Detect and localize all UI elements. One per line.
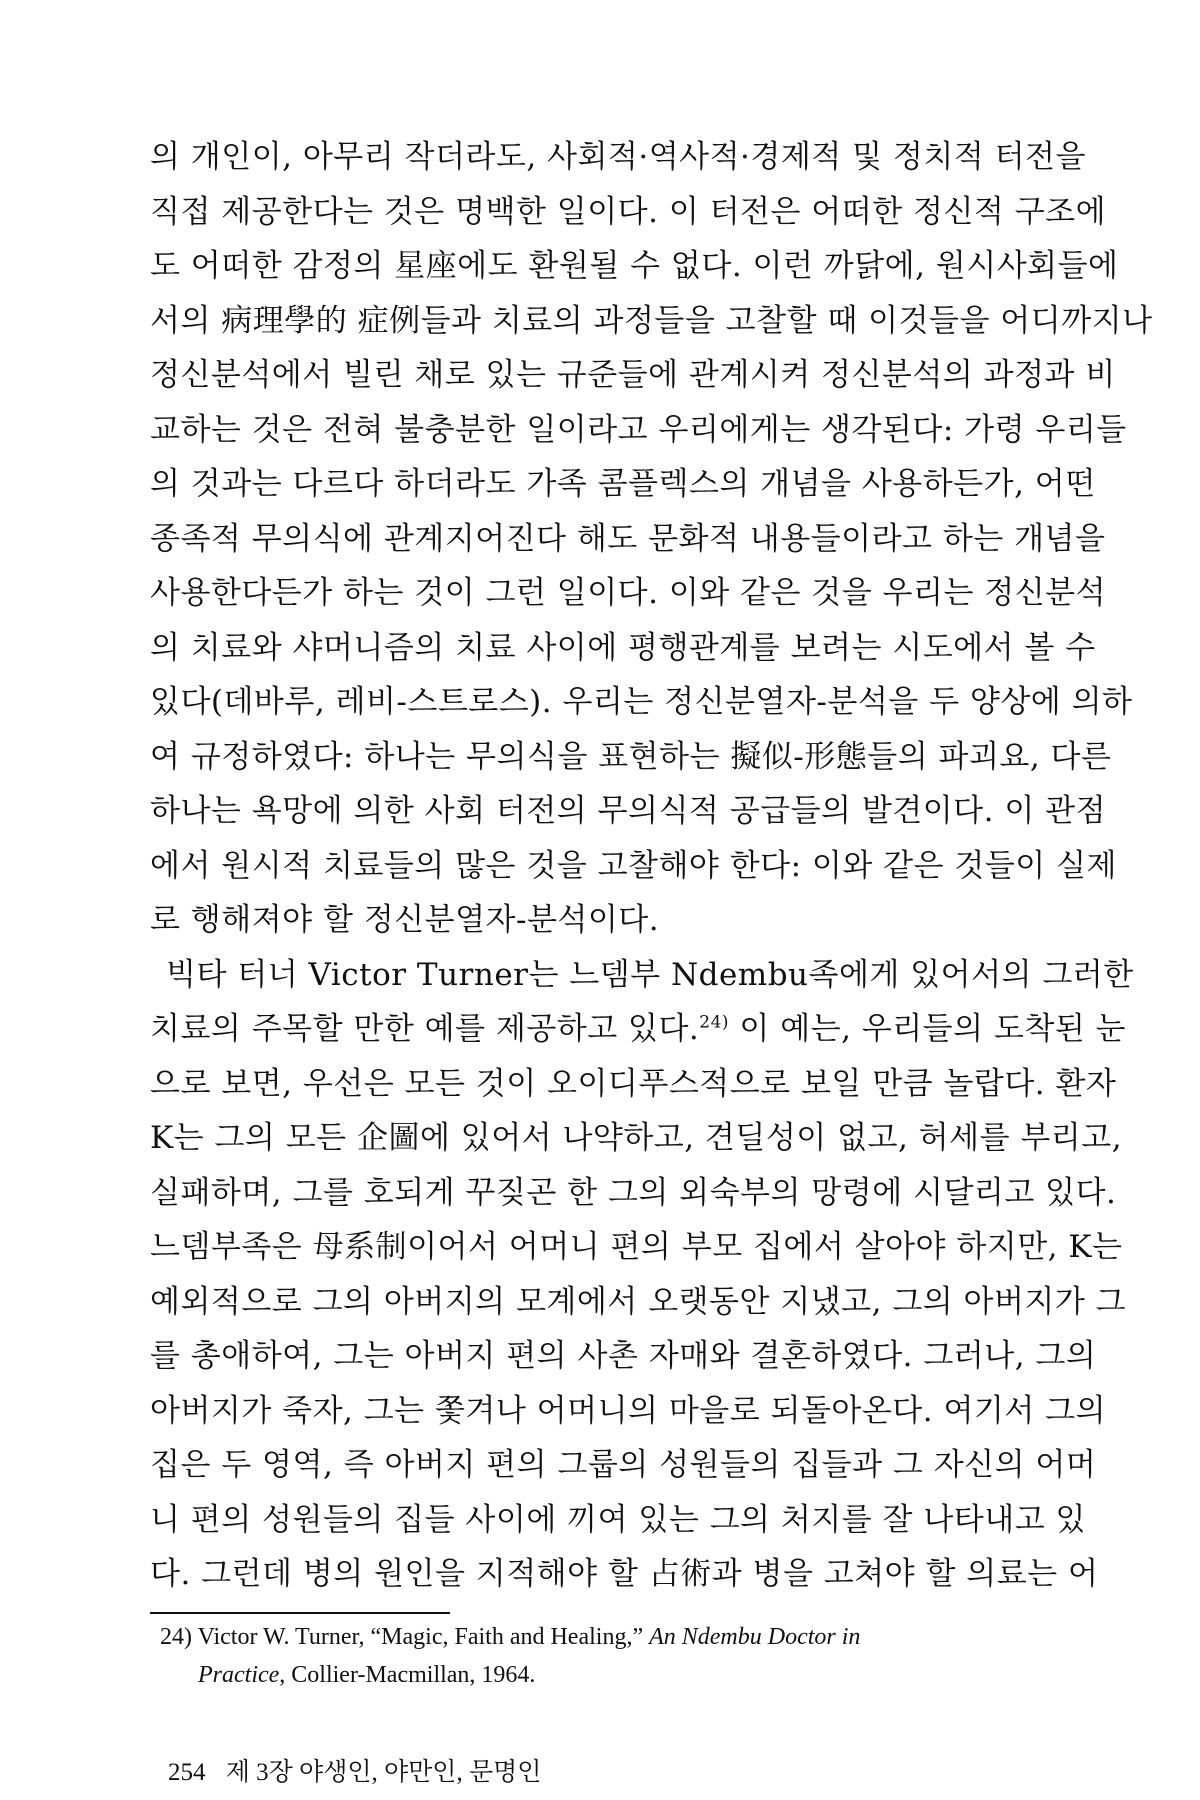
page-footer (168, 1752, 541, 1788)
body-line: 빅타 터너 Victor Turner는 느뎀부 Ndembu족에게 있어서의 그러한 (166, 956, 1134, 993)
body-line: 도 어떠한 감정의 星座에도 환원될 수 없다. 이런 까닭에, 원시사회들에 (150, 248, 1119, 284)
footnote-ref[interactable]: 24) (699, 1012, 730, 1033)
footnote-book-title: Practice (198, 1662, 280, 1688)
footnote-book-title: An Ndembu Doctor in (649, 1624, 861, 1650)
body-line: 에서 원시적 치료들의 많은 것을 고찰해야 한다: 이와 같은 것들이 실제 (150, 847, 1117, 884)
body-line: 의 치료와 샤머니즘의 치료 사이에 평행관계를 보려는 시도에서 볼 수 (150, 629, 1096, 666)
page-number: 254 (168, 1759, 206, 1786)
body-line: 다. 그런데 병의 원인을 지적해야 할 占術과 병을 고쳐야 할 의료는 어 (150, 1556, 1099, 1592)
body-line-with-footnote-ref (150, 1002, 1127, 1057)
body-line: 실패하며, 그를 호되게 꾸짖곤 한 그의 외숙부의 망령에 시달리고 있다. (150, 1174, 1117, 1211)
body-line: 의 개인이, 아무리 작더라도, 사회적·역사적·경제적 및 정치적 터전을 (150, 139, 1086, 175)
body-line: 를 총애하여, 그는 아버지 편의 사촌 자매와 결혼하였다. 그러나, 그의 (150, 1338, 1097, 1374)
footnote-line (160, 1656, 1030, 1694)
body-line: 예외적으로 그의 아버지의 모계에서 오랫동안 지냈고, 그의 아버지가 그 (150, 1283, 1127, 1320)
body-line: 니 편의 성원들의 집들 사이에 끼여 있는 그의 처지를 잘 나타내고 있 (150, 1501, 1086, 1538)
footnote-divider (150, 1612, 450, 1614)
footnote-publisher: , Collier-Macmillan, 1964. (279, 1662, 536, 1688)
body-line: 하나는 욕망에 의한 사회 터전의 무의식적 공급들의 발견이다. 이 관점 (150, 793, 1107, 829)
body-text-segment: 치료의 주목할 만한 예를 제공하고 있다. (150, 1011, 700, 1047)
body-line: 으로 보면, 우선은 모든 것이 오이디푸스적으로 보일 만큼 놀랍다. 환자 (150, 1065, 1117, 1102)
body-line: 정신분석에서 빌린 채로 있는 규준들에 관계시켜 정신분석의 과정과 비 (150, 357, 1116, 393)
body-line: 집은 두 영역, 즉 아버지 편의 그룹의 성원들의 집들과 그 자신의 어머 (150, 1447, 1097, 1483)
body-line: 교하는 것은 전혀 불충분한 일이라고 우리에게는 생각된다: 가령 우리들 (150, 411, 1127, 448)
body-line: 직접 제공한다는 것은 명백한 일이다. 이 터전은 어떠한 정신적 구조에 (150, 193, 1107, 230)
body-line: 사용한다든가 하는 것이 그런 일이다. 이와 같은 것을 우리는 정신분석 (150, 575, 1107, 611)
body-line: 아버지가 죽자, 그는 쫓겨나 어머니의 마을로 되돌아온다. 여기서 그의 (150, 1392, 1107, 1429)
footnote-author-title: Victor W. Turner, “Magic, Faith and Healing,” (197, 1624, 644, 1650)
body-line: 여 규정하였다: 하나는 무의식을 표현하는 擬似-形態들의 파괴요, 다른 (150, 738, 1112, 775)
body-line: 있다(데바루, 레비-스트로스). 우리는 정신분열자-분석을 두 양상에 의하 (150, 684, 1133, 720)
body-line: 느뎀부족은 母系制이어서 어머니 편의 부모 집에서 살아야 하지만, K는 (150, 1229, 1123, 1265)
running-chapter-title: 제 3장 야생인, 야만인, 문명인 (225, 1759, 542, 1786)
body-line: 종족적 무의식에 관계지어진다 해도 문화적 내용들이라고 하는 개념을 (150, 520, 1106, 557)
body-line: 서의 病理學的 症例들과 치료의 과정들을 고찰할 때 이것들을 어디까지나 (150, 302, 1153, 339)
footnote-number: 24) (160, 1624, 192, 1650)
page-body (150, 130, 1153, 1602)
body-line: 로 행해져야 할 정신분열자-분석이다. (150, 902, 660, 938)
body-text-segment: 이 예는, 우리들의 도착된 눈 (739, 1011, 1127, 1047)
body-line: 의 것과는 다르다 하더라도 가족 콤플렉스의 개념을 사용하든가, 어떤 (150, 466, 1096, 502)
footnote-line (160, 1618, 1030, 1656)
body-line: K는 그의 모든 企圖에 있어서 나약하고, 견딜성이 없고, 허세를 부리고, (150, 1120, 1123, 1156)
footnote (160, 1618, 1030, 1694)
